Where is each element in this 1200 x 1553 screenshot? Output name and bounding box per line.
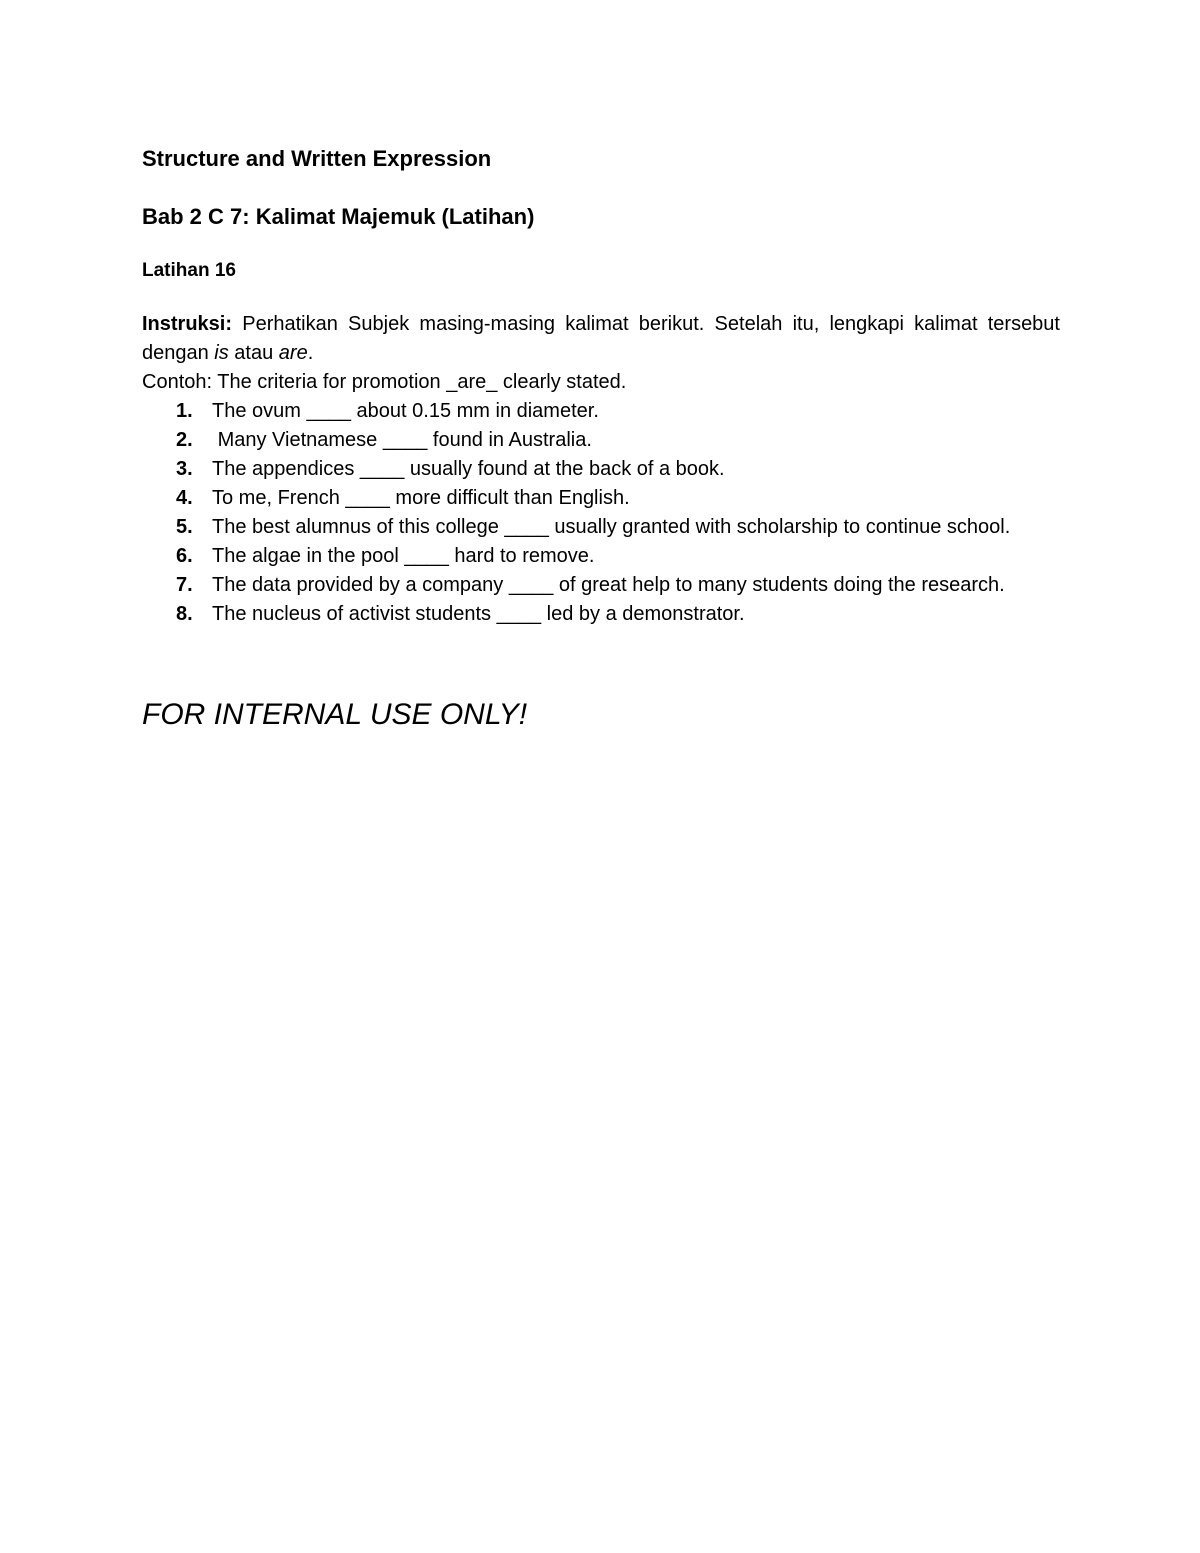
instruction-end: . — [307, 342, 314, 364]
item-number: 7. — [176, 574, 193, 596]
item-number: 1. — [176, 400, 193, 422]
instruction-label: Instruksi: — [142, 313, 233, 335]
item-text: The appendices ____ usually found at the back of a book. — [212, 458, 725, 480]
document-title: Structure and Written Expression — [142, 146, 492, 171]
item-number: 2. — [176, 429, 193, 451]
item-text: To me, French ____ more difficult than English. — [212, 487, 630, 509]
list-item — [142, 600, 1060, 629]
item-text: Many Vietnamese ____ found in Australia. — [212, 429, 592, 451]
exercise-heading: Latihan 16 — [142, 260, 236, 281]
instruction-text: Perhatikan Subjek masing-masing kalimat berikut. Setelah itu, lengkapi kalimat tersebut dengan — [142, 313, 1060, 364]
example-sentence: Contoh: The criteria for promotion _are_ clearly stated. — [142, 371, 627, 393]
chapter-heading: Bab 2 C 7: Kalimat Majemuk (Latihan) — [142, 204, 535, 229]
item-number: 3. — [176, 458, 193, 480]
exercise-list — [142, 397, 1060, 629]
item-number: 6. — [176, 545, 193, 567]
document-content — [142, 140, 1060, 735]
list-item — [142, 484, 1060, 513]
list-item — [142, 426, 1060, 455]
list-item — [142, 513, 1060, 542]
item-number: 8. — [176, 603, 193, 625]
item-text: The algae in the pool ____ hard to remove. — [212, 545, 595, 567]
item-number: 4. — [176, 487, 193, 509]
list-item — [142, 571, 1060, 600]
item-text: The ovum ____ about 0.15 mm in diameter. — [212, 400, 599, 422]
item-text: The data provided by a company ____ of great help to many students doing the research. — [212, 574, 1005, 596]
instruction-paragraph — [142, 310, 1060, 368]
item-text: The nucleus of activist students ____ led by a demonstrator. — [212, 603, 745, 625]
list-item — [142, 455, 1060, 484]
internal-use-notice: FOR INTERNAL USE ONLY! — [142, 698, 528, 731]
instruction-connector: atau — [228, 342, 279, 364]
list-item — [142, 542, 1060, 571]
instruction-word-are: are — [278, 342, 308, 364]
list-item — [142, 397, 1060, 426]
item-text: The best alumnus of this college ____ usually granted with scholarship to continue school. — [212, 516, 1011, 538]
instruction-word-is: is — [214, 342, 229, 364]
item-number: 5. — [176, 516, 193, 538]
